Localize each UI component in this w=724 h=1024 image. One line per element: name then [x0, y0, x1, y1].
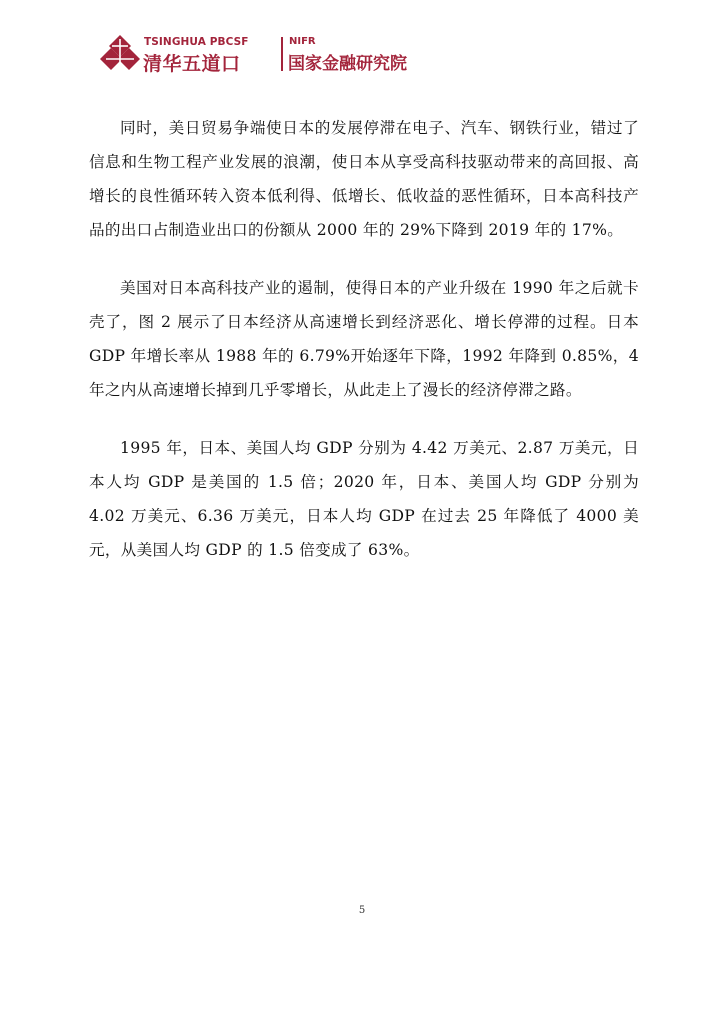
tsinghua-pbcsf-logo-icon: [100, 34, 140, 72]
page-number: 5: [358, 905, 366, 916]
brand-name-english: TSINGHUA PBCSF: [144, 36, 249, 48]
institute-name-chinese: 国家金融研究院: [288, 54, 407, 74]
paragraph: 美国对日本高科技产业的遏制，使得日本的产业升级在 1990 年之后就卡壳了，图 2 展示了日本经济从高速增长到经济恶化、增长停滞的过程。日本 GDP 年增长率从 1988 年的 6.79%开始逐年下降，1992 年降到 0.85%，4 年之内从高速增长掉到几乎零增长，从此走上了漫长的经济停滞之路。: [89, 279, 639, 399]
brand-name-chinese: 清华五道口: [143, 53, 241, 75]
institute-name-english: NIFR: [289, 36, 316, 47]
header-divider: [281, 37, 283, 71]
document-body: [89, 111, 639, 591]
paragraph: 同时，美日贸易争端使日本的发展停滞在电子、汽车、钢铁行业，错过了信息和生物工程产业发展的浪潮，使日本从享受高科技驱动带来的高回报、高增长的良性循环转入资本低利得、低增长、低收益的恶性循环，日本高科技产品的出口占制造业出口的份额从 2000 年的 29%下降到 2019 年的 17%。: [89, 119, 639, 239]
page-header: [100, 32, 420, 76]
paragraph: 1995 年，日本、美国人均 GDP 分别为 4.42 万美元、2.87 万美元，日本人均 GDP 是美国的 1.5 倍；2020 年，日本、美国人均 GDP 分别为 4.02 万美元、6.36 万美元，日本人均 GDP 在过去 25 年降低了 4000 美元，从美国人均 GDP 的 1.5 倍变成了 63%。: [89, 439, 639, 559]
